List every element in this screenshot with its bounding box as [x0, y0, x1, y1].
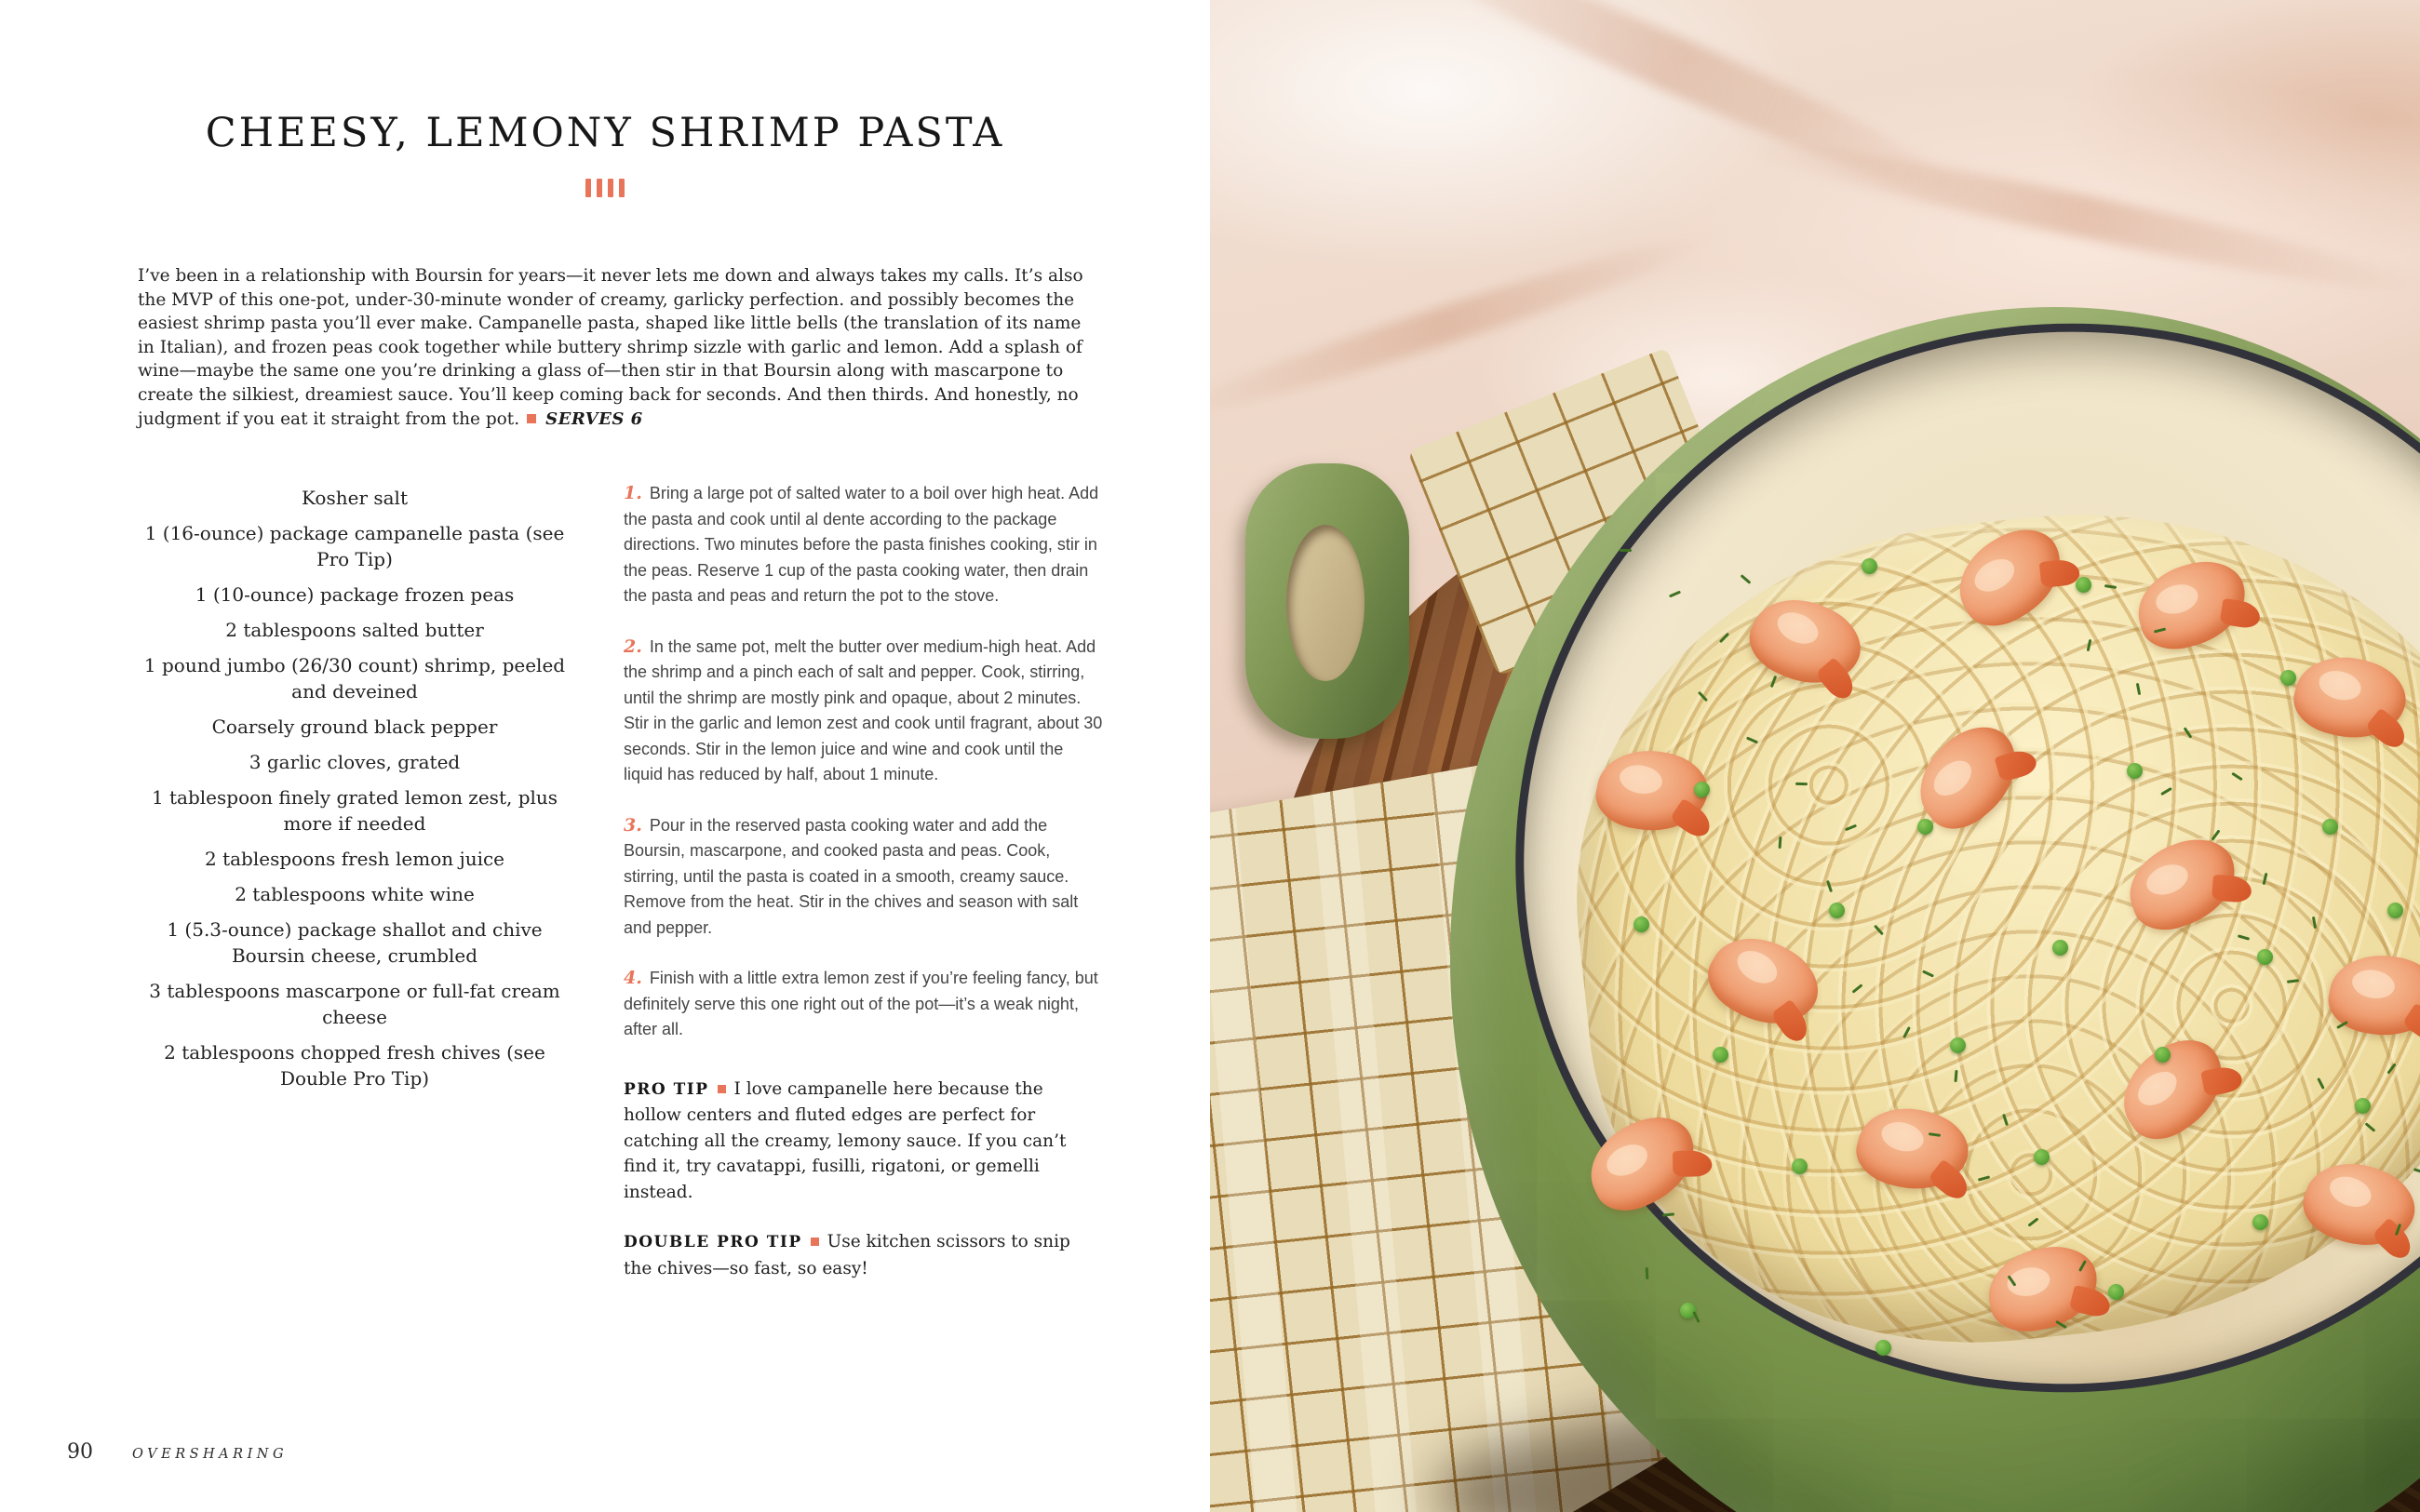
- ingredient-item: 1 (16-ounce) package campanelle pasta (see Pro Tip): [144, 522, 565, 571]
- pot-handle: [1245, 463, 1409, 739]
- step-number: 3.: [624, 814, 642, 836]
- ingredient-item: 3 tablespoons mascarpone or full-fat cream cheese: [149, 980, 560, 1029]
- ingredient-item: 1 (5.3-ounce) package shallot and chive Boursin cheese, crumbled: [167, 918, 543, 968]
- serves-label: SERVES 6: [545, 408, 643, 429]
- step-text: Finish with a little extra lemon zest if you’re feeling fancy, but definitely serve this one right out of the pot—it’s a weak night, after all.: [624, 969, 1098, 1039]
- step-number: 1.: [624, 483, 642, 504]
- tip-label: PRO TIP: [624, 1079, 709, 1099]
- step-number: 4.: [624, 968, 642, 989]
- recipe-step: [624, 813, 1104, 942]
- recipe-columns: [140, 481, 1210, 1305]
- recipe-intro: [138, 264, 1083, 431]
- tips-block: [624, 1077, 1104, 1282]
- tip-text: Use kitchen scissors to snip the chives—so fast, so easy!: [624, 1232, 1070, 1278]
- ingredient-item: 2 tablespoons fresh lemon juice: [204, 848, 505, 871]
- ingredient-item: 1 (10-ounce) package frozen peas: [195, 583, 515, 607]
- ingredient-item: 1 pound jumbo (26/30 count) shrimp, peeled and deveined: [143, 654, 566, 703]
- ingredients-list: [140, 485, 570, 1101]
- ornament-bar-icon: [608, 179, 613, 197]
- page-number: 90: [67, 1440, 93, 1464]
- instructions-column: [624, 481, 1104, 1305]
- ingredient-item: Kosher salt: [302, 487, 408, 510]
- ingredient-item: 2 tablespoons white wine: [235, 883, 475, 906]
- square-bullet-icon: [811, 1238, 819, 1246]
- ingredient-item: 1 tablespoon finely grated lemon zest, plus more if needed: [151, 786, 558, 836]
- tip-text: I love campanelle here because the hollow centers and fluted edges are perfect for catching all the creamy, lemony sauce. If you can’t find it, try cavatappi, fusilli, rigatoni, or gemelli instead.: [624, 1078, 1067, 1202]
- tip-label: DOUBLE PRO TIP: [624, 1233, 802, 1252]
- ingredient-item: 3 garlic cloves, grated: [249, 751, 461, 774]
- food-photo: [1210, 0, 2420, 1512]
- steps-list: [624, 481, 1104, 1043]
- page-footer: [67, 1440, 288, 1464]
- pro-tip: [624, 1229, 1104, 1281]
- recipe-step: [624, 481, 1104, 609]
- pro-tip: [624, 1077, 1104, 1206]
- ingredient-item: 2 tablespoons salted butter: [225, 619, 484, 642]
- book-title: OVERSHARING: [132, 1447, 289, 1462]
- recipe-step: [624, 635, 1104, 788]
- ingredient-item: 2 tablespoons chopped fresh chives (see Double Pro Tip): [164, 1041, 545, 1091]
- title-ornament: [0, 179, 1210, 197]
- intro-text: I’ve been in a relationship with Boursin for years—it never lets me down and always takes my calls. It’s also the MVP of this one-pot, under-30-minute wonder of creamy, garlicky perfection. and possibly becomes the easiest shrimp pasta you’ll ever make. Campanelle pasta, shaped like little bells (the translation of its name in Italian), and frozen peas cook together while buttery shrimp sizzle with garlic and lemon. Add a splash of wine—maybe the same one you’re drinking a glass of—then stir in that Boursin along with mascarpone to create the silkiest, dreamiest sauce. You’ll keep coming back for seconds. And then thirds. And honestly, no judgment if you eat it straight from the pot.: [138, 266, 1083, 429]
- step-text: Pour in the reserved pasta cooking water and add the Boursin, mascarpone, and cooked pasta and peas. Cook, stirring, until the pasta is coated in a smooth, creamy sauce. Remove from the heat. Stir in the chives and season with salt and pepper.: [624, 815, 1079, 937]
- ornament-bar-icon: [597, 179, 602, 197]
- pot-handle-hole: [1286, 525, 1365, 681]
- step-text: In the same pot, melt the butter over medium-high heat. Add the shrimp and a pinch each of salt and pepper. Cook, stirring, until the shrimp are mostly pink and opaque, about 2 minutes. Stir in the garlic and lemon zest and cook until fragrant, about 30 seconds. Stir in the lemon juice and wine and cook until the liquid has reduced by half, about 1 minute.: [624, 636, 1103, 784]
- ornament-bar-icon: [619, 179, 625, 197]
- recipe-step: [624, 966, 1104, 1043]
- step-number: 2.: [624, 636, 642, 657]
- square-bullet-icon: [718, 1085, 726, 1093]
- ingredient-item: Coarsely ground black pepper: [211, 716, 498, 739]
- marble-vein: [1735, 122, 2420, 311]
- ornament-bar-icon: [585, 179, 591, 197]
- square-bullet-icon: [527, 414, 536, 423]
- step-text: Bring a large pot of salted water to a boil over high heat. Add the pasta and cook until al dente according to the package directions. Two minutes before the pasta finishes cooking, stir in the peas. Reserve 1 cup of the pasta cooking water, then drain the pasta and peas and return the pot to the stove.: [624, 484, 1099, 606]
- page-title: CHEESY, LEMONY SHRIMP PASTA: [205, 110, 1005, 156]
